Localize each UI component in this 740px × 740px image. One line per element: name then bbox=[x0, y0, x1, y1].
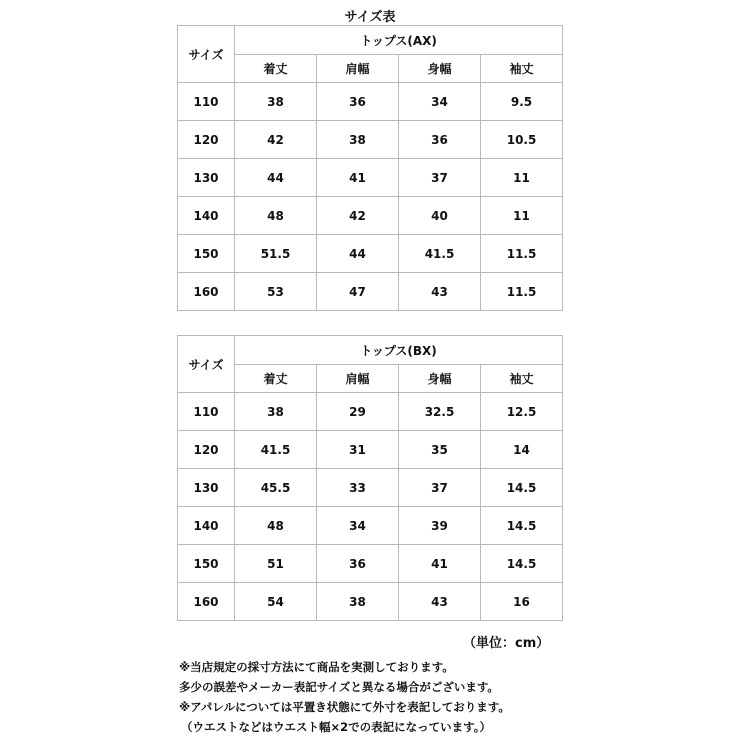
value-cell: 29 bbox=[317, 393, 399, 431]
size-cell: 140 bbox=[178, 197, 235, 235]
value-cell: 41 bbox=[399, 545, 481, 583]
value-cell: 38 bbox=[235, 393, 317, 431]
size-cell: 150 bbox=[178, 235, 235, 273]
notes bbox=[179, 657, 510, 737]
value-cell: 39 bbox=[399, 507, 481, 545]
value-cell: 34 bbox=[317, 507, 399, 545]
value-cell: 11 bbox=[481, 159, 563, 197]
size-header: サイズ bbox=[178, 26, 235, 83]
value-cell: 14.5 bbox=[481, 469, 563, 507]
size-header: サイズ bbox=[178, 336, 235, 393]
value-cell: 54 bbox=[235, 583, 317, 621]
note-line: 多少の誤差やメーカー表記サイズと異なる場合がございます。 bbox=[179, 680, 499, 694]
value-cell: 35 bbox=[399, 431, 481, 469]
value-cell: 42 bbox=[317, 197, 399, 235]
value-cell: 48 bbox=[235, 197, 317, 235]
value-cell: 37 bbox=[399, 469, 481, 507]
value-cell: 41.5 bbox=[399, 235, 481, 273]
size-cell: 110 bbox=[178, 393, 235, 431]
value-cell: 33 bbox=[317, 469, 399, 507]
value-cell: 48 bbox=[235, 507, 317, 545]
table-row bbox=[178, 431, 563, 469]
value-cell: 36 bbox=[317, 545, 399, 583]
value-cell: 11 bbox=[481, 197, 563, 235]
unit-note: （単位：cm） bbox=[463, 636, 550, 651]
value-cell: 14.5 bbox=[481, 545, 563, 583]
column-header: 袖丈 bbox=[481, 55, 563, 83]
size-table-bx bbox=[177, 335, 563, 621]
column-header: 肩幅 bbox=[317, 55, 399, 83]
value-cell: 40 bbox=[399, 197, 481, 235]
value-cell: 16 bbox=[481, 583, 563, 621]
value-cell: 38 bbox=[235, 83, 317, 121]
size-cell: 160 bbox=[178, 583, 235, 621]
table-row bbox=[178, 469, 563, 507]
table-row bbox=[178, 583, 563, 621]
value-cell: 51.5 bbox=[235, 235, 317, 273]
page-title: サイズ表 bbox=[344, 10, 396, 25]
value-cell: 34 bbox=[399, 83, 481, 121]
value-cell: 44 bbox=[235, 159, 317, 197]
value-cell: 32.5 bbox=[399, 393, 481, 431]
column-header: 身幅 bbox=[399, 365, 481, 393]
group-header: トップス(AX) bbox=[235, 26, 563, 55]
value-cell: 44 bbox=[317, 235, 399, 273]
table-row bbox=[178, 545, 563, 583]
table-row bbox=[178, 197, 563, 235]
size-cell: 130 bbox=[178, 469, 235, 507]
column-header: 身幅 bbox=[399, 55, 481, 83]
size-cell: 120 bbox=[178, 431, 235, 469]
value-cell: 43 bbox=[399, 273, 481, 311]
size-table-ax bbox=[177, 25, 563, 311]
value-cell: 14 bbox=[481, 431, 563, 469]
table-row bbox=[178, 393, 563, 431]
size-cell: 110 bbox=[178, 83, 235, 121]
value-cell: 11.5 bbox=[481, 273, 563, 311]
value-cell: 53 bbox=[235, 273, 317, 311]
note-line: ※アパレルについては平置き状態にて外寸を表記しております。 bbox=[179, 700, 510, 714]
table-row bbox=[178, 159, 563, 197]
value-cell: 38 bbox=[317, 583, 399, 621]
table-row bbox=[178, 235, 563, 273]
value-cell: 43 bbox=[399, 583, 481, 621]
column-header: 着丈 bbox=[235, 55, 317, 83]
value-cell: 9.5 bbox=[481, 83, 563, 121]
size-cell: 130 bbox=[178, 159, 235, 197]
size-cell: 160 bbox=[178, 273, 235, 311]
note-line: ※当店規定の採寸方法にて商品を実測しております。 bbox=[179, 660, 454, 674]
value-cell: 38 bbox=[317, 121, 399, 159]
column-header: 着丈 bbox=[235, 365, 317, 393]
value-cell: 36 bbox=[317, 83, 399, 121]
value-cell: 51 bbox=[235, 545, 317, 583]
value-cell: 10.5 bbox=[481, 121, 563, 159]
note-line: （ウエストなどはウエスト幅×2での表記になっています。） bbox=[181, 720, 491, 734]
value-cell: 41.5 bbox=[235, 431, 317, 469]
value-cell: 11.5 bbox=[481, 235, 563, 273]
group-header: トップス(BX) bbox=[235, 336, 563, 365]
size-cell: 140 bbox=[178, 507, 235, 545]
table-row bbox=[178, 83, 563, 121]
value-cell: 42 bbox=[235, 121, 317, 159]
value-cell: 36 bbox=[399, 121, 481, 159]
column-header: 袖丈 bbox=[481, 365, 563, 393]
value-cell: 45.5 bbox=[235, 469, 317, 507]
size-cell: 120 bbox=[178, 121, 235, 159]
size-cell: 150 bbox=[178, 545, 235, 583]
value-cell: 41 bbox=[317, 159, 399, 197]
table-row bbox=[178, 507, 563, 545]
value-cell: 37 bbox=[399, 159, 481, 197]
value-cell: 14.5 bbox=[481, 507, 563, 545]
table-row bbox=[178, 121, 563, 159]
value-cell: 31 bbox=[317, 431, 399, 469]
column-header: 肩幅 bbox=[317, 365, 399, 393]
value-cell: 47 bbox=[317, 273, 399, 311]
value-cell: 12.5 bbox=[481, 393, 563, 431]
table-row bbox=[178, 273, 563, 311]
